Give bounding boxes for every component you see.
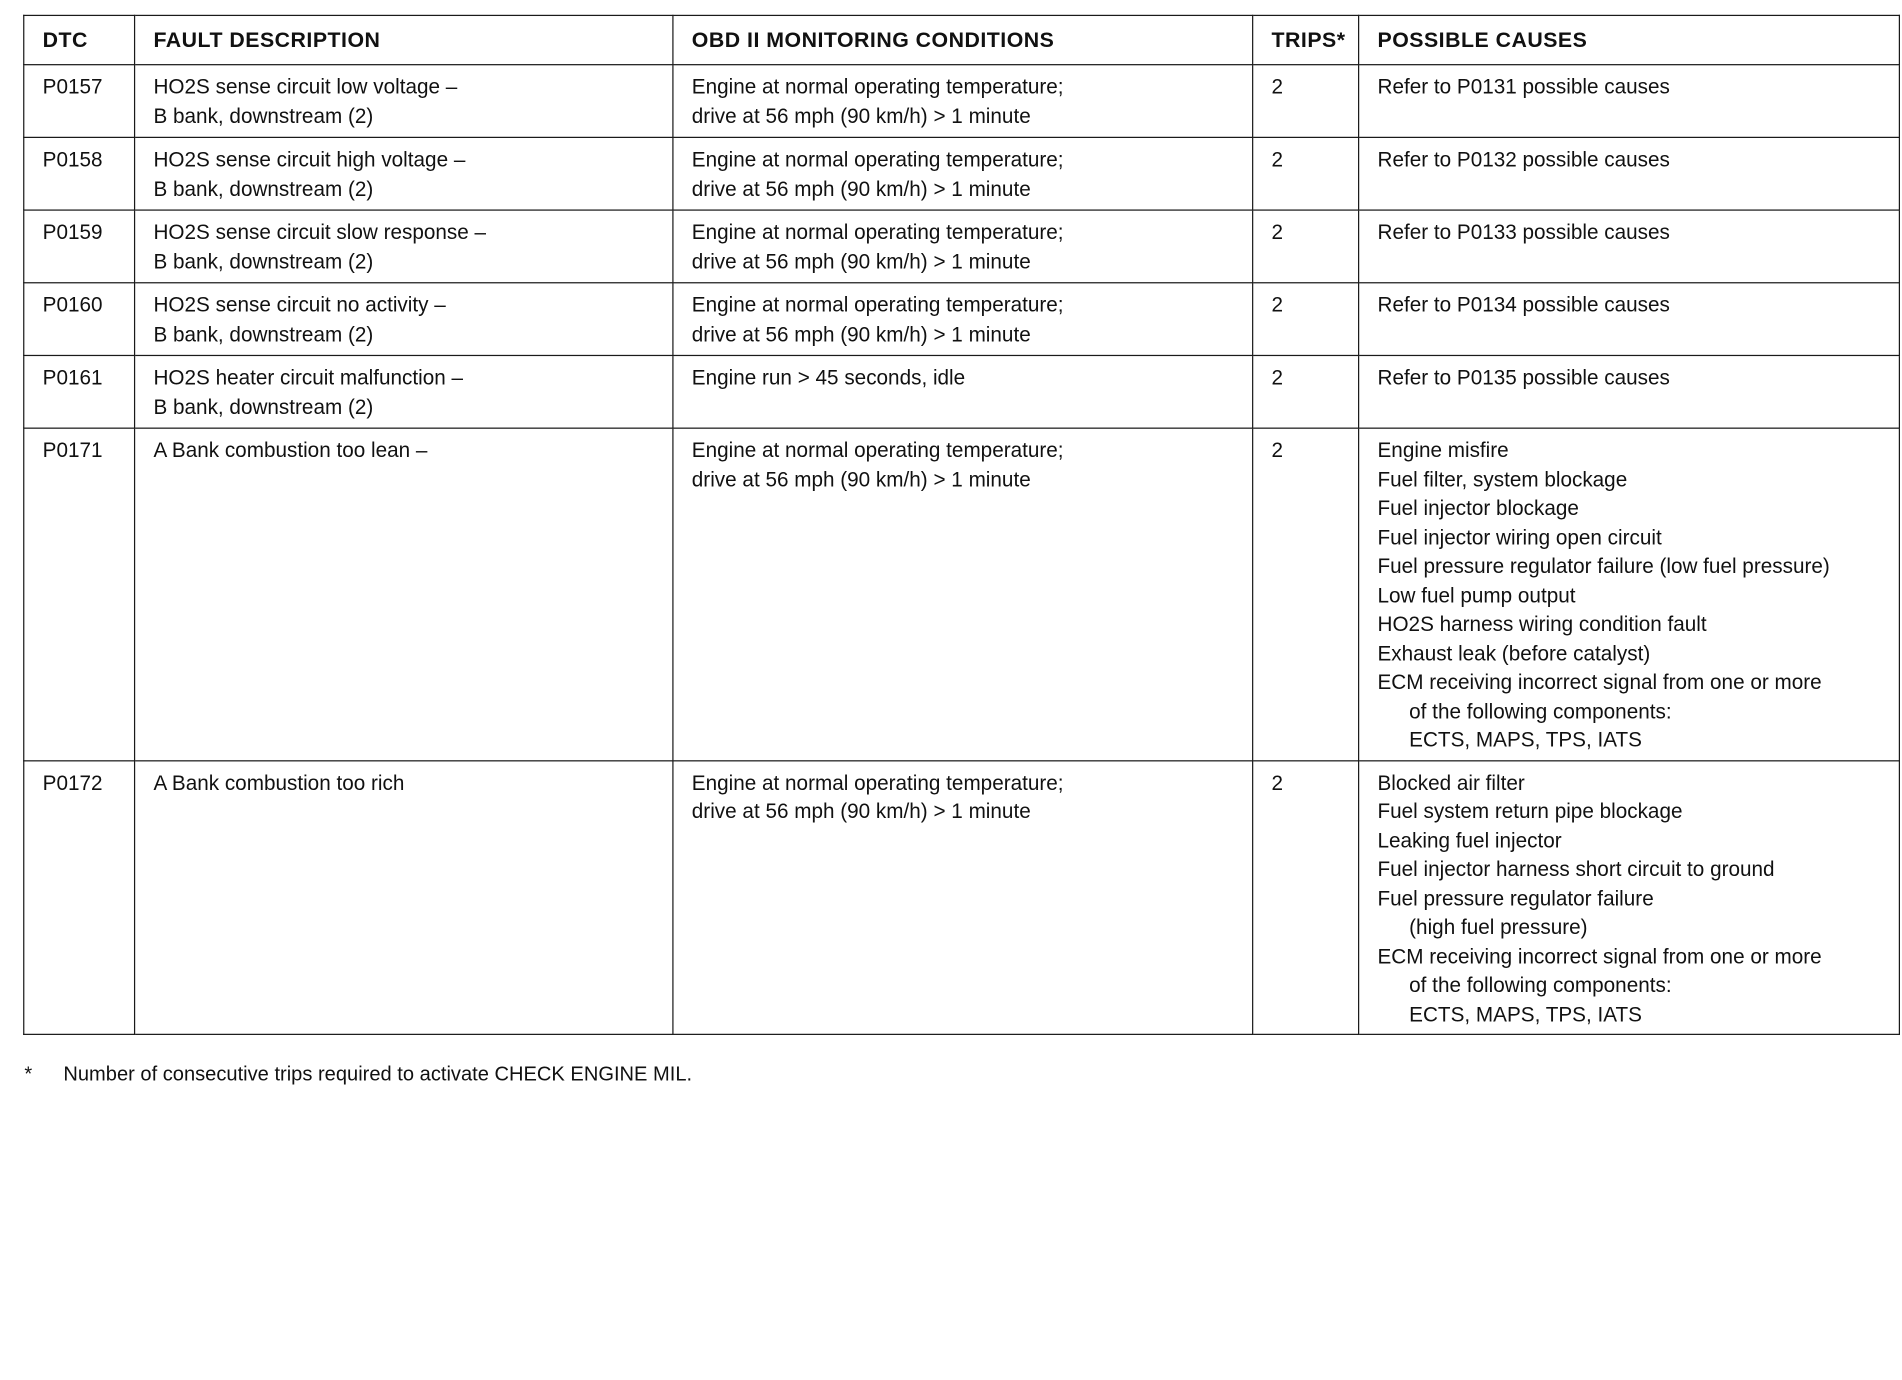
- possible-causes-cell-line: Low fuel pump output: [1377, 583, 1576, 607]
- possible-causes-cell: [1359, 760, 1900, 1034]
- possible-causes-cell-line: of the following components:: [1409, 973, 1672, 997]
- monitoring-conditions-cell-line: Engine at normal operating temperature;: [691, 770, 1064, 795]
- possible-causes-cell: [1359, 428, 1900, 760]
- possible-causes-cell-line: Blocked air filter: [1377, 770, 1525, 795]
- table-row: [24, 355, 1900, 428]
- fault-description-cell: [135, 65, 673, 138]
- possible-causes-cell-line: Fuel pressure regulator failure: [1377, 886, 1654, 910]
- table-header-row: [24, 15, 1900, 64]
- possible-causes-cell: [1359, 137, 1900, 210]
- trips-cell: 2: [1253, 137, 1359, 210]
- footnote-text: Number of consecutive trips required to activate CHECK ENGINE MIL.: [63, 1063, 693, 1086]
- dtc-code-cell: P0157: [24, 65, 135, 138]
- trips-cell: 2: [1253, 65, 1359, 138]
- monitoring-conditions-cell-line: drive at 56 mph (90 km/h) > 1 minute: [691, 249, 1031, 273]
- possible-causes-cell-line: Refer to P0132 possible causes: [1377, 147, 1670, 172]
- fault-description-cell-line: HO2S heater circuit malfunction –: [153, 365, 464, 390]
- possible-causes-cell-line: HO2S harness wiring condition fault: [1377, 612, 1707, 636]
- footnote: [24, 1063, 692, 1086]
- dtc-code-cell: P0172: [24, 760, 135, 1034]
- trips-cell: 2: [1253, 283, 1359, 356]
- trips-cell: 2: [1253, 760, 1359, 1034]
- monitoring-conditions-cell-line: Engine at normal operating temperature;: [691, 147, 1064, 172]
- possible-causes-cell-line: Fuel injector wiring open circuit: [1377, 525, 1662, 549]
- fault-description-cell-line: HO2S sense circuit slow response –: [153, 220, 487, 244]
- possible-causes-cell-line: (high fuel pressure): [1409, 915, 1588, 939]
- possible-causes-cell-line: ECTS, MAPS, TPS, IATS: [1409, 728, 1642, 752]
- fault-description-cell: [135, 760, 673, 1034]
- fault-description-cell: [135, 355, 673, 428]
- fault-description-cell-line: HO2S sense circuit no activity –: [153, 293, 446, 317]
- possible-causes-cell-line: Fuel injector harness short circuit to ground: [1377, 857, 1775, 881]
- fault-description-cell-line: B bank, downstream (2): [153, 322, 374, 346]
- monitoring-conditions-cell-line: drive at 56 mph (90 km/h) > 1 minute: [691, 322, 1031, 346]
- monitoring-conditions-cell: [673, 210, 1253, 283]
- trips-cell: 2: [1253, 210, 1359, 283]
- fault-description-cell: [135, 428, 673, 760]
- monitoring-conditions-cell-line: drive at 56 mph (90 km/h) > 1 minute: [691, 104, 1031, 128]
- footnote-mark: *: [24, 1063, 33, 1086]
- possible-causes-cell-line: ECTS, MAPS, TPS, IATS: [1409, 1002, 1642, 1026]
- fault-description-cell-line: B bank, downstream (2): [153, 249, 374, 273]
- fault-description-cell: [135, 137, 673, 210]
- monitoring-conditions-cell: [673, 355, 1253, 428]
- possible-causes-cell-line: Fuel filter, system blockage: [1377, 467, 1628, 492]
- fault-description-cell-line: B bank, downstream (2): [153, 394, 374, 419]
- table-row: [24, 428, 1900, 760]
- monitoring-conditions-cell-line: Engine at normal operating temperature;: [691, 438, 1064, 463]
- monitoring-conditions-cell: [673, 760, 1253, 1034]
- dtc-code-cell: P0171: [24, 428, 135, 760]
- fault-description-cell: [135, 283, 673, 356]
- possible-causes-cell-line: Leaking fuel injector: [1377, 828, 1562, 853]
- monitoring-conditions-cell-line: drive at 56 mph (90 km/h) > 1 minute: [691, 467, 1031, 492]
- table-row: [24, 65, 1900, 138]
- table-row: [24, 137, 1900, 210]
- fault-description-cell-line: HO2S sense circuit low voltage –: [153, 75, 458, 99]
- monitoring-conditions-cell: [673, 65, 1253, 138]
- possible-causes-cell-line: Fuel system return pipe blockage: [1377, 799, 1683, 824]
- dtc-code-cell: P0159: [24, 210, 135, 283]
- possible-causes-cell-line: Fuel pressure regulator failure (low fuel pressure): [1377, 554, 1830, 578]
- fault-description-cell-line: A Bank combustion too lean –: [153, 438, 428, 463]
- trips-cell: 2: [1253, 355, 1359, 428]
- monitoring-conditions-cell: [673, 428, 1253, 760]
- trips-cell: 2: [1253, 428, 1359, 760]
- possible-causes-cell: [1359, 283, 1900, 356]
- table-body: [24, 65, 1900, 1035]
- monitoring-conditions-cell-line: drive at 56 mph (90 km/h) > 1 minute: [691, 799, 1031, 824]
- dtc-code-cell: P0158: [24, 137, 135, 210]
- possible-causes-cell-line: Engine misfire: [1377, 438, 1509, 463]
- possible-causes-cell-line: ECM receiving incorrect signal from one or more: [1377, 944, 1822, 968]
- possible-causes-cell-line: Exhaust leak (before catalyst): [1377, 641, 1651, 665]
- dtc-code-cell: P0160: [24, 283, 135, 356]
- header-trips: TRIPS*: [1253, 15, 1359, 64]
- possible-causes-cell-line: Fuel injector blockage: [1377, 496, 1579, 520]
- header-monitoring-conditions: OBD II MONITORING CONDITIONS: [673, 15, 1253, 64]
- table-row: [24, 283, 1900, 356]
- possible-causes-cell-line: Refer to P0133 possible causes: [1377, 220, 1670, 244]
- fault-description-cell-line: B bank, downstream (2): [153, 104, 374, 128]
- possible-causes-cell: [1359, 355, 1900, 428]
- dtc-code-cell: P0161: [24, 355, 135, 428]
- dtc-table: [23, 15, 1900, 1035]
- table-row: [24, 210, 1900, 283]
- possible-causes-cell: [1359, 65, 1900, 138]
- monitoring-conditions-cell-line: Engine at normal operating temperature;: [691, 75, 1064, 99]
- possible-causes-cell-line: Refer to P0131 possible causes: [1377, 75, 1670, 99]
- possible-causes-cell-line: of the following components:: [1409, 699, 1672, 723]
- possible-causes-cell-line: ECM receiving incorrect signal from one or more: [1377, 670, 1822, 694]
- possible-causes-cell-line: Refer to P0135 possible causes: [1377, 365, 1670, 390]
- header-possible-causes: POSSIBLE CAUSES: [1359, 15, 1900, 64]
- fault-description-cell-line: A Bank combustion too rich: [153, 770, 405, 795]
- monitoring-conditions-cell: [673, 137, 1253, 210]
- monitoring-conditions-cell-line: Engine run > 45 seconds, idle: [691, 365, 966, 390]
- possible-causes-cell: [1359, 210, 1900, 283]
- monitoring-conditions-cell-line: drive at 56 mph (90 km/h) > 1 minute: [691, 176, 1031, 201]
- monitoring-conditions-cell-line: Engine at normal operating temperature;: [691, 220, 1064, 244]
- header-fault-description: FAULT DESCRIPTION: [135, 15, 673, 64]
- fault-description-cell-line: HO2S sense circuit high voltage –: [153, 147, 466, 172]
- header-dtc: DTC: [24, 15, 135, 64]
- fault-description-cell-line: B bank, downstream (2): [153, 176, 374, 201]
- fault-description-cell: [135, 210, 673, 283]
- table-row: [24, 760, 1900, 1034]
- possible-causes-cell-line: Refer to P0134 possible causes: [1377, 293, 1670, 317]
- monitoring-conditions-cell: [673, 283, 1253, 356]
- monitoring-conditions-cell-line: Engine at normal operating temperature;: [691, 293, 1064, 317]
